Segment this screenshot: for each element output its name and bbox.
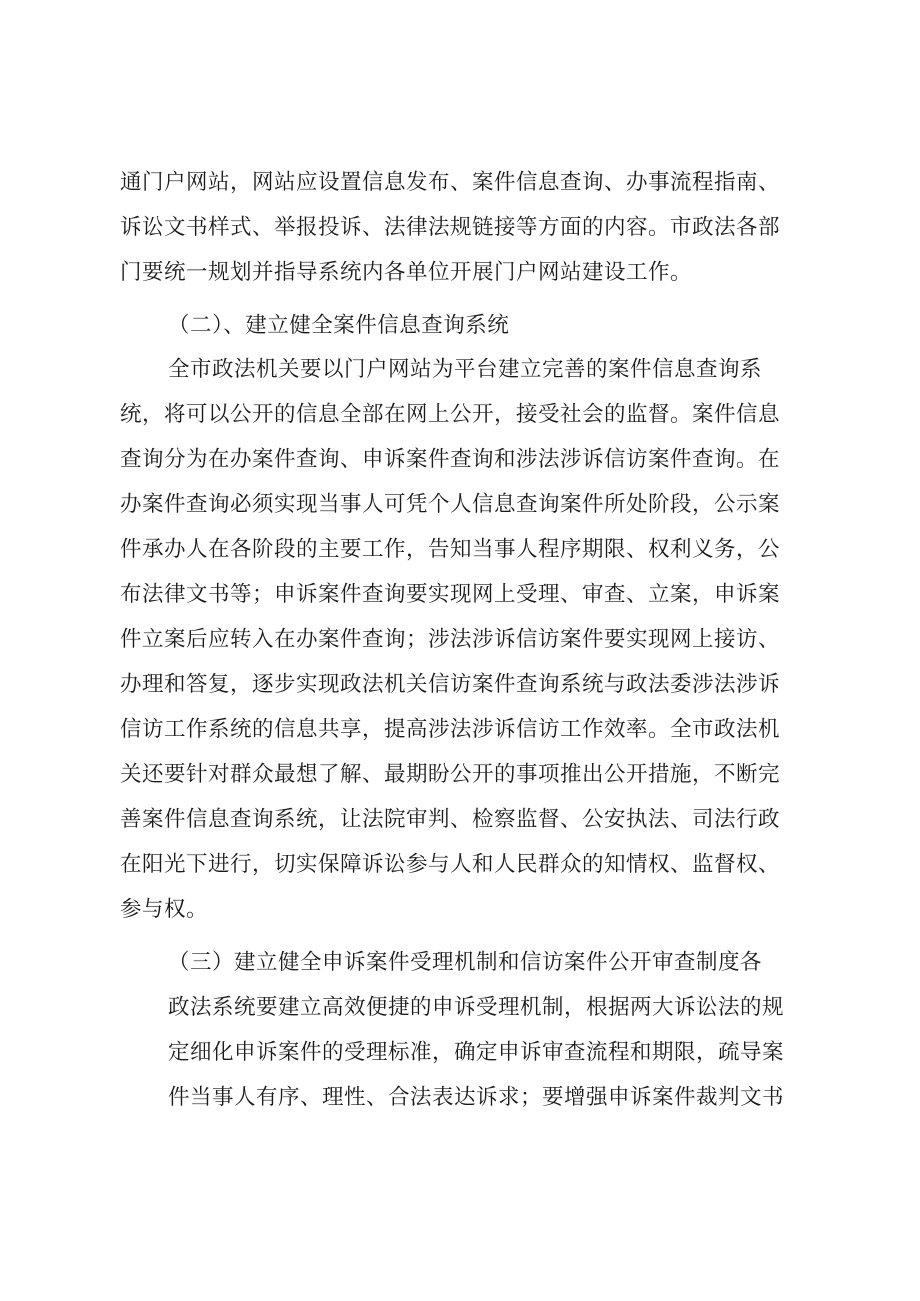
- paragraph-2-line-2: 统，将可以公开的信息全部在网上公开，接受社会的监督。案件信息: [120, 402, 781, 427]
- paragraph-2-line-12: 在阳光下进行，切实保障诉讼参与人和人民群众的知情权、监督权、: [120, 852, 781, 877]
- paragraph-2-line-13: 参与权。: [120, 897, 209, 922]
- paragraph-2-line-11: 善案件信息查询系统，让法院审判、检察监督、公安执法、司法行政: [120, 807, 781, 832]
- paragraph-2-line-5: 件承办人在各阶段的主要工作，告知当事人程序期限、权利义务，公: [120, 537, 781, 562]
- paragraph-1-line-2: 诉讼文书样式、举报投诉、法律法规链接等方面的内容。市政法各部: [120, 215, 781, 240]
- paragraph-2-line-9: 信访工作系统的信息共享，提高涉法涉诉信访工作效率。全市政法机: [120, 717, 781, 742]
- paragraph-3-line-3: 定细化申诉案件的受理标准，确定申诉审查流程和期限，疏导案: [168, 1040, 785, 1065]
- paragraph-2-line-6: 布法律文书等；申诉案件查询要实现网上受理、审查、立案，申诉案: [120, 582, 781, 607]
- paragraph-2-line-1: 全市政法机关要以门户网站为平台建立完善的案件信息查询系: [168, 357, 763, 382]
- paragraph-2-line-3: 查询分为在办案件查询、申诉案件查询和涉法涉诉信访案件查询。在: [120, 447, 781, 472]
- section-heading-2: （二）、建立健全案件信息查询系统: [168, 313, 510, 338]
- paragraph-2-line-10: 关还要针对群众最想了解、最期盼公开的事项推出公开措施，不断完: [120, 762, 781, 787]
- paragraph-3-line-1: （三）建立健全申诉案件受理机制和信访案件公开审查制度各: [168, 950, 763, 975]
- paragraph-2-line-8: 办理和答复，逐步实现政法机关信访案件查询系统与政法委涉法涉诉: [120, 672, 781, 697]
- paragraph-3-line-2: 政法系统要建立高效便捷的申诉受理机制，根据两大诉讼法的规: [168, 995, 785, 1020]
- paragraph-3-line-4: 件当事人有序、理性、合法表达诉求；要增强申诉案件裁判文书: [168, 1085, 785, 1110]
- paragraph-1-line-1: 通门户网站，网站应设置信息发布、案件信息查询、办事流程指南、: [120, 170, 781, 195]
- paragraph-2-line-4: 办案件查询必须实现当事人可凭个人信息查询案件所处阶段，公示案: [120, 492, 781, 517]
- paragraph-1-line-3: 门要统一规划并指导系统内各单位开展门户网站建设工作。: [120, 260, 693, 285]
- paragraph-2-line-7: 件立案后应转入在办案件查询；涉法涉诉信访案件要实现网上接访、: [120, 627, 781, 652]
